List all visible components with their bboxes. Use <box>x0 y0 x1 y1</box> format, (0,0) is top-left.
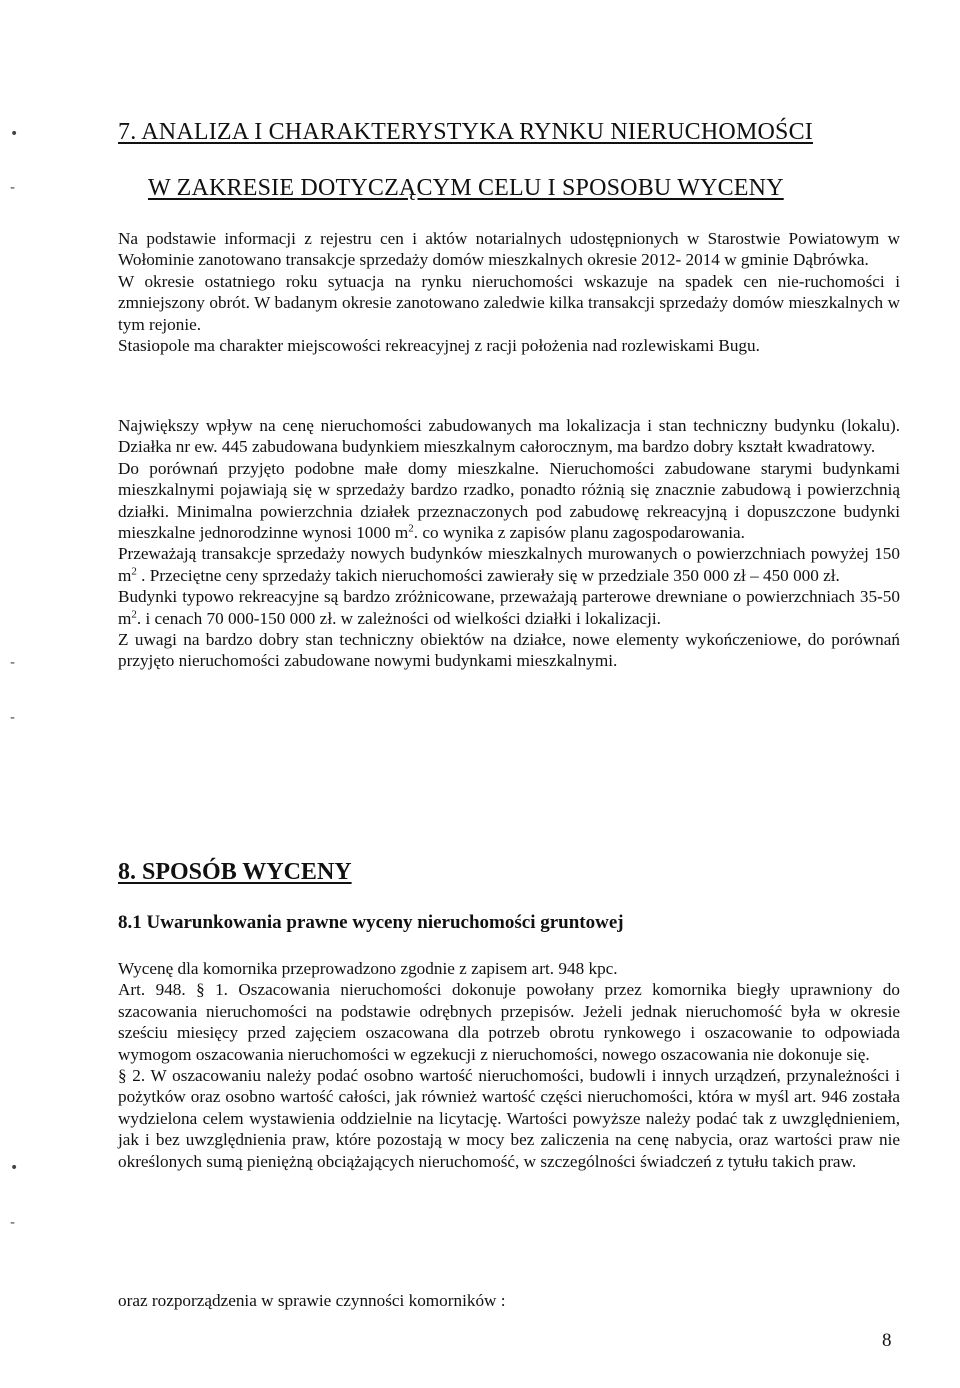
page-number: 8 <box>882 1330 892 1351</box>
paragraph: Największy wpływ na cenę nieruchomości zabudowanych ma lokalizacja i stan techniczny budynku (lokalu). Działka nr ew. 445 zabudowana budynkiem mieszkalnym całorocznym, ma bardzo dobry kształt kwadratowy. <box>118 416 900 457</box>
margin-mark: • <box>10 126 19 142</box>
section-8-body <box>118 958 900 1172</box>
paragraph <box>118 458 900 544</box>
paragraph <box>118 586 900 629</box>
paragraph-text: Do porównań przyjęto podobne małe domy mieszkalne. Nieruchomości zabudowane starymi budynkami mieszkalnymi pojawiają się w sprzedaży bardzo rzadko, ponadto różnią się znacznie zabudową i powierzchnią działki. Minimalna powierzchnia działek przeznaczonych pod zabudowę rekreacyjną i dopuszczone budynki mieszkalne jednorodzinne wynosi <box>118 458 900 543</box>
section-7-title: 7. ANALIZA I CHARAKTERYSTYKA RYNKU NIERUCHOMOŚCI <box>118 119 813 145</box>
section-7-subtitle: W ZAKRESIE DOTYCZĄCYM CELU I SPOSOBU WYCENY <box>148 175 784 201</box>
section-8-1-title: 8.1 Uwarunkowania prawne wyceny nieruchomości gruntowej <box>118 912 624 933</box>
section-7-intro <box>118 228 900 356</box>
paragraph: Art. 948. § 1. Oszacowania nieruchomości dokonuje powołany przez komornika biegły uprawniony do szacowania nieruchomości na podstawie odrębnych przepisów. Jeżeli jednak nieruchomość była w okresie sześciu miesięcy przed zajęciem oszacowana dla potrzeb obrotu rynkowego i oszacowanie to odpowiada wymogom oszacowania nieruchomości w egzekucji z nieruchomości, nowego oszacowania nie dokonuje się. <box>118 980 900 1064</box>
margin-mark: - <box>10 710 16 726</box>
paragraph: Z uwagi na bardzo dobry stan techniczny obiektów na działce, nowe elementy wykończeniowe, do porównań przyjęto nieruchomości zabudowane nowymi budynkami mieszkalnymi. <box>118 630 900 671</box>
paragraph-text: Przeważają transakcje sprzedaży nowych budynków mieszkalnych murowanych o powierzchniach powyżej 150 m <box>118 544 900 585</box>
paragraph: § 2. W oszacowaniu należy podać osobno wartość nieruchomości, budowli i innych urządzeń, przynależności i pożytków oraz osobno wartość całości, jak również wartość części nieruchomości, która w myśl art. 946 została wydzielona celem wystawienia oddzielnie na licytację. Wartości powyższe należy podać tak z uwzględnieniem, jak i bez uwzględnienia praw, które pozostają w mocy bez zaliczenia na cenę nabycia, oraz wartości praw nie określonych sumą pieniężną obciążających nieruchomość, w szczególności świadczeń z tytułu takich praw. <box>118 1066 900 1171</box>
section-8-title: 8. SPOSÓB WYCENY <box>118 859 352 885</box>
section-7-body <box>118 415 900 672</box>
paragraph: oraz rozporządzenia w sprawie czynności komorników : <box>118 1291 506 1310</box>
paragraph: Wycenę dla komornika przeprowadzono zgodnie z zapisem art. 948 kpc. <box>118 959 618 978</box>
paragraph: W okresie ostatniego roku sytuacja na rynku nieruchomości wskazuje na spadek cen nie-ruchomości i zmniejszony obrót. W badanym okresie zanotowano zaledwie kilka transakcji sprzedaży domów mieszkalnych w tym rejonie. <box>118 271 900 334</box>
margin-mark: • <box>10 1160 19 1176</box>
margin-mark: - <box>10 1215 16 1231</box>
paragraph-text: . Przeciętne ceny sprzedaży takich nieruchomości zawierały się w przedziale 350 000 zł – 450 000 zł. <box>136 565 840 585</box>
margin-mark: - <box>10 655 16 671</box>
superscript: 2 <box>131 607 137 620</box>
closing-line <box>118 1290 900 1311</box>
superscript: 2 <box>131 565 137 578</box>
area-value: 1000 m <box>356 523 409 543</box>
paragraph-text: . i cenach 70 000-150 000 zł. w zależności od wielkości działki i lokalizacji. <box>136 608 661 628</box>
margin-mark: - <box>10 180 16 196</box>
paragraph <box>118 543 900 586</box>
paragraph-text: . co wynika z zapisów planu zagospodarowania. <box>413 523 745 543</box>
paragraph: Na podstawie informacji z rejestru cen i aktów notarialnych udostępnionych w Starostwie Powiatowym w Wołominie zanotowano transakcje sprzedaży domów mieszkalnych okresie 2012- 2014 w gminie Dąbrówka. <box>118 229 900 270</box>
paragraph: Stasiopole ma charakter miejscowości rekreacyjnej z racji położenia nad rozlewiskami Bugu. <box>118 336 760 356</box>
paragraph-text: Budynki typowo rekreacyjne są bardzo zróżnicowane, przeważają parterowe drewniane o powierzchniach 35-50 m <box>118 587 900 628</box>
superscript: 2 <box>408 522 414 535</box>
